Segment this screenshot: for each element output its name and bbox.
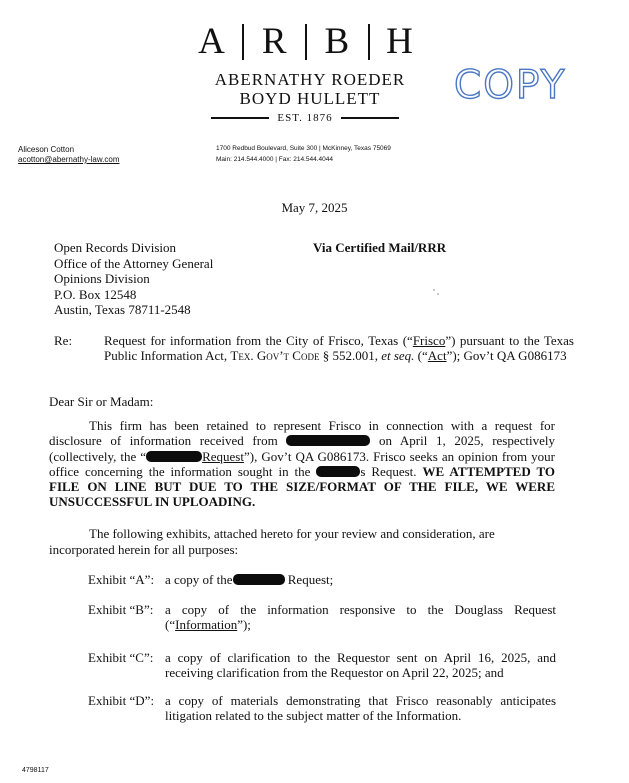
- re-et-seq: et seq.: [381, 348, 415, 363]
- re-text: (“: [414, 348, 428, 363]
- redaction-block: [146, 451, 202, 462]
- re-text: Request for information from the City of Frisco, Texas (“: [104, 333, 413, 348]
- copy-stamp: COPY: [454, 63, 567, 108]
- exhibit-text: ”);: [237, 617, 251, 632]
- exhibit-text: Request;: [287, 572, 334, 587]
- upload-notice: WE ATTEMPTED TO FILE ON LINE BUT DUE TO THE SIZE/FORMAT OF THE FILE, WE WERE UNSUCCESSFUL IN UPLOADING.: [49, 463, 556, 510]
- recipient-line: P.O. Box 12548: [54, 286, 137, 302]
- firm-name-line2: BOYD HULLETT: [239, 89, 381, 108]
- paragraph-text: ”), Gov’t QA G086173. Frisco seeks an opinion from your office concerning the information sought in the: [49, 448, 555, 479]
- logo-letter-h: H: [386, 21, 414, 62]
- defined-request: Request: [202, 448, 244, 464]
- exhibit-b-label: Exhibit “B”:: [88, 602, 154, 617]
- re-subject: [104, 333, 574, 363]
- re-text: ”) pursuant to the Texas Public Information Act,: [104, 333, 574, 363]
- paragraph-text: This firm has been retained to represent Frisco in connection with a request for disclosure of information received from: [49, 418, 555, 449]
- logo-letter-b: B: [324, 21, 351, 62]
- recipient-line: Office of the Attorney General: [54, 255, 214, 271]
- firm-address: [216, 143, 391, 165]
- logo-letter-r: R: [261, 21, 288, 62]
- re-code: Tex. Gov’t Code: [230, 348, 320, 363]
- exhibit-c-text: a copy of clarification to the Requestor sent on April 16, 2025, and receiving clarification from the Requestor on April 22, 2025; and: [165, 650, 556, 680]
- re-label: Re:: [54, 333, 73, 348]
- body-paragraph-2: [49, 526, 555, 558]
- firm-name-line1: ABERNATHY ROEDER: [214, 70, 406, 89]
- established-text: EST. 1876: [277, 112, 333, 124]
- exhibit-d-text: a copy of materials demonstrating that Frisco reasonably anticipates litigation related to the subject matter of the Information.: [165, 693, 556, 723]
- re-text: ”); Gov’t QA G086173: [446, 348, 567, 363]
- exhibit-text: a copy of the: [165, 572, 233, 587]
- logo-divider: [242, 24, 244, 60]
- re-defined-act: Act: [427, 348, 447, 363]
- exhibit-a-text: [165, 572, 556, 587]
- logo-divider: [305, 24, 307, 60]
- re-defined-frisco: Frisco: [412, 333, 446, 348]
- exhibit-a-label: Exhibit “A”:: [88, 572, 155, 587]
- exhibit-text: a copy of the information responsive to the Douglass Request (“: [165, 602, 556, 632]
- recipient-line: Open Records Division: [54, 240, 177, 255]
- rule-left: [211, 117, 269, 119]
- letter-date: May 7, 2025: [281, 200, 348, 215]
- re-text: § 552.001,: [319, 348, 382, 363]
- exhibit-d-label: Exhibit “D”:: [88, 693, 155, 708]
- delivery-method: Via Certified Mail/RRR: [313, 240, 447, 255]
- exhibit-c-label: Exhibit “C”:: [88, 650, 154, 665]
- address-street: 1700 Redbud Boulevard, Suite 300 | McKinney, Texas 75069: [216, 145, 391, 152]
- sender-name: Aliceson Cotton: [18, 145, 75, 154]
- body-paragraph-1: This firm has been retained to represent Frisco in connection with a request for disclosure of information received from on April 1, 2025, respectively (collectively, the “ Request”), Gov’t QA G086173. Frisco seeks an opinion from your office concerning the information sought in the s Request. WE ATTEMPTED TO FILE ON LINE BUT DUE TO THE SIZE/FORMAT OF THE FILE, WE WERE UNSUCCESSFUL IN UPLOADING.: [49, 418, 556, 510]
- redaction-block: [316, 466, 360, 477]
- defined-information: Information: [175, 617, 238, 632]
- sender-block: [18, 145, 120, 165]
- logo-divider: [368, 24, 370, 60]
- firm-logo: [192, 22, 420, 62]
- established-line: [198, 112, 412, 124]
- salutation: Dear Sir or Madam:: [49, 394, 154, 409]
- exhibit-b-text: [165, 602, 556, 632]
- recipient-line: Austin, Texas 78711-2548: [54, 302, 191, 317]
- redaction-block: [286, 435, 370, 446]
- document-number: 4798117: [22, 767, 49, 774]
- paragraph-text: s Request.: [360, 463, 417, 479]
- sender-email[interactable]: acotton@abernathy-law.com: [18, 155, 120, 164]
- recipient-address: [54, 240, 213, 318]
- redaction-block: [233, 574, 285, 585]
- paragraph-text: on April 1, 2025, respectively (collectively, the: [49, 433, 555, 464]
- paragraph-text: The following exhibits, attached hereto for your review and consideration, are incorporated herein for all purposes:: [49, 526, 495, 557]
- address-phones: Main: 214.544.4000 | Fax: 214.544.4044: [216, 156, 333, 163]
- rule-right: [341, 117, 399, 119]
- recipient-line: Opinions Division: [54, 271, 150, 286]
- logo-letter-a: A: [198, 21, 226, 62]
